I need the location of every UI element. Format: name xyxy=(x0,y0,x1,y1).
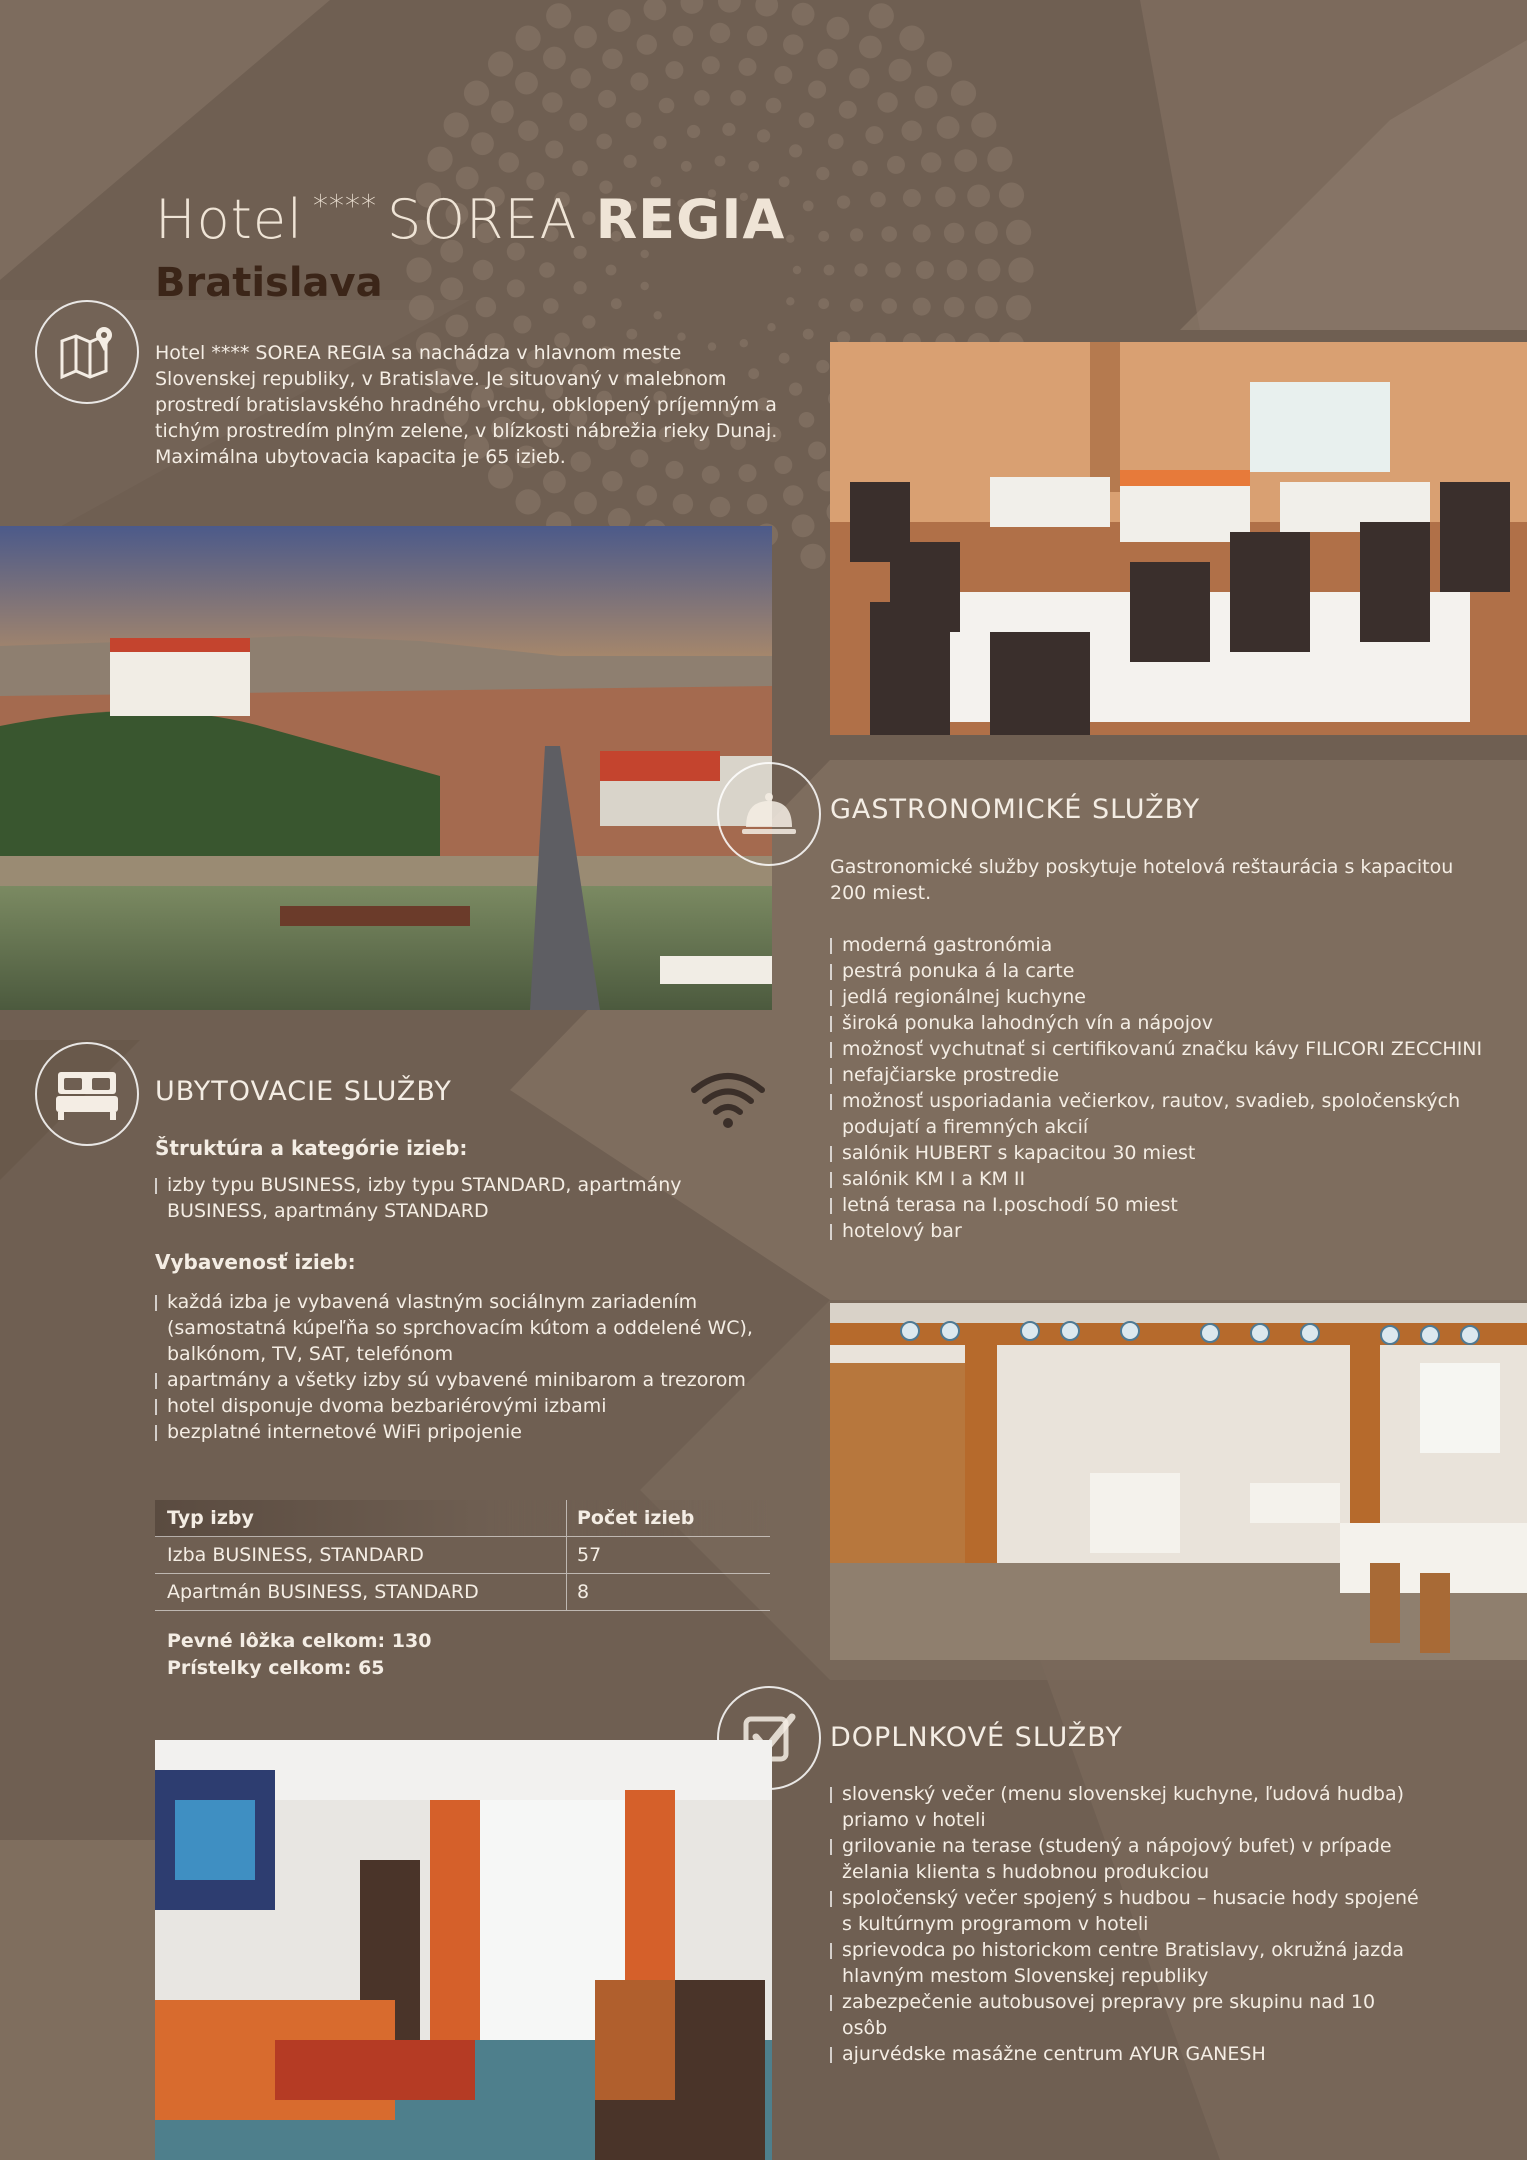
decor-dot xyxy=(978,259,1001,282)
decor-dot xyxy=(774,66,792,84)
decor-dot xyxy=(546,3,571,28)
cloche-icon xyxy=(717,762,821,866)
decor-dot xyxy=(837,196,850,209)
title-prefix: Hotel xyxy=(155,188,304,251)
decor-dot xyxy=(641,282,649,290)
decor-dot xyxy=(921,152,941,172)
decor-dot xyxy=(516,489,541,514)
decor-dot xyxy=(673,26,693,46)
decor-dot xyxy=(624,155,637,168)
decor-dot xyxy=(799,412,815,428)
decor-dot xyxy=(611,298,622,309)
table-cell: 57 xyxy=(577,1544,602,1566)
decor-dot xyxy=(718,0,741,13)
decor-dot xyxy=(710,497,730,517)
extra-services-list xyxy=(830,1781,1420,2067)
decor-dot xyxy=(902,121,922,141)
decor-dot xyxy=(850,299,863,312)
decor-dot xyxy=(654,311,662,319)
list-item: bezplatné internetové WiFi pripojenie xyxy=(155,1419,765,1445)
decor-dot xyxy=(473,260,493,280)
decor-dot xyxy=(937,116,960,139)
decor-dot xyxy=(687,125,700,138)
decor-dot xyxy=(598,90,616,108)
decor-dot xyxy=(637,34,657,54)
decor-dot xyxy=(817,49,837,69)
structure-list xyxy=(155,1172,765,1224)
decor-dot xyxy=(947,260,967,280)
room-photo xyxy=(155,1740,772,2160)
table-header-cell: Typ izby xyxy=(155,1500,567,1536)
decor-dot xyxy=(1006,220,1031,245)
decor-dot xyxy=(409,295,434,320)
list-item: možnosť usporiadania večierkov, rautov, svadieb, spoločenských podujatí a firemných akcií xyxy=(830,1088,1510,1140)
table-cell: Apartmán BUSINESS, STANDARD xyxy=(155,1574,567,1610)
decor-dot xyxy=(730,90,746,106)
decor-dot xyxy=(818,298,829,309)
decor-dot xyxy=(673,494,693,514)
decor-dot xyxy=(870,192,886,208)
decor-dot xyxy=(542,92,562,112)
intro-text: Hotel **** SOREA REGIA sa nachádza v hlavnom meste Slovenskej republiky, v Bratislave. Je situovaný v malebnom prostredí bratislavského hradného vrchu, obklopený príjemným a tichým prostredím plným zelene, v blízkosti nábrežia rieky Dunaj. Maximálna ubytovacia kapacita je 65 izieb. xyxy=(155,342,778,468)
table-row xyxy=(155,1537,770,1574)
decor-dot xyxy=(476,297,496,317)
decor-dot xyxy=(789,383,802,396)
decor-dot xyxy=(935,187,955,207)
decor-dot xyxy=(715,156,726,167)
decor-dot xyxy=(944,297,964,317)
decor-dot xyxy=(1008,257,1033,282)
list-item: každá izba je vybavená vlastným sociálnym zariadením (samostatná kúpeľňa so sprchovacím kútom a oddelené WC), balkónom, TV, SAT, telefónom xyxy=(155,1289,765,1367)
list-item: spoločenský večer spojený s hudbou – husacie hody spojené s kultúrnym programom v hoteli xyxy=(830,1885,1420,1937)
title-stars: **** xyxy=(313,189,378,224)
decor-dot xyxy=(659,98,675,114)
decor-dot xyxy=(608,9,631,32)
decor-dot xyxy=(987,147,1012,172)
list-item: široká ponuka lahodných vín a nápojov xyxy=(830,1010,1510,1036)
decor-dot xyxy=(877,92,897,112)
decor-dot xyxy=(779,176,790,187)
decor-dot xyxy=(722,123,735,136)
extra-services-heading: DOPLNKOVÉ SLUŽBY xyxy=(830,1722,1123,1753)
decor-dot xyxy=(915,86,938,109)
decor-dot xyxy=(572,161,588,177)
page-subtitle: Bratislava xyxy=(155,260,383,306)
extra-beds-total: Prístelky celkom: 65 xyxy=(167,1657,385,1679)
list-item: ajurvédske masážne centrum AYUR GANESH xyxy=(830,2041,1420,2067)
capacity-totals xyxy=(167,1628,431,1682)
decor-dot xyxy=(869,3,894,28)
gastronomy-list xyxy=(830,932,1510,1244)
list-item: sprievodca po historickom centre Bratislavy, okružná jazda hlavným mestom Slovenskej republiky xyxy=(830,1937,1420,1989)
list-item: hotelový bar xyxy=(830,1218,1510,1244)
decor-dot xyxy=(865,126,883,144)
decor-dot xyxy=(803,329,814,340)
decor-dot xyxy=(839,101,857,119)
decor-dot xyxy=(641,250,649,258)
decor-dot xyxy=(975,296,998,319)
decor-dot xyxy=(859,36,882,59)
decor-dot xyxy=(571,68,591,88)
page-title xyxy=(155,188,785,251)
decor-dot xyxy=(440,277,463,300)
room-table xyxy=(155,1500,770,1611)
decor-dot xyxy=(808,81,826,99)
table-cell: Izba BUSINESS, STANDARD xyxy=(155,1537,567,1573)
bratislava-photo xyxy=(0,526,772,1010)
decor-dot xyxy=(518,121,538,141)
decor-dot xyxy=(971,112,996,137)
decor-dot xyxy=(854,263,867,276)
title-bold: REGIA xyxy=(595,188,786,251)
decor-dot xyxy=(499,152,519,172)
decor-dot xyxy=(786,297,794,305)
decor-dot xyxy=(816,360,829,373)
decor-dot xyxy=(881,298,897,314)
decor-dot xyxy=(800,544,825,569)
decor-dot xyxy=(747,494,767,514)
decor-dot xyxy=(767,323,775,331)
list-item: grilovanie na terase (studený a nápojový bufet) v prípade želania klienta s hudobnou produkciou xyxy=(830,1833,1420,1885)
decor-dot xyxy=(626,329,637,340)
decor-dot xyxy=(885,262,901,278)
decor-dot xyxy=(816,167,829,180)
decor-dot xyxy=(665,61,683,79)
list-item: možnosť vychutnať si certifikovanú značku kávy FILICORI ZECCHINI xyxy=(830,1036,1510,1062)
list-item: hotel disponuje dvoma bezbariérovými izbami xyxy=(155,1393,765,1419)
decor-dot xyxy=(967,185,990,208)
decor-dot xyxy=(637,485,657,505)
decor-dot xyxy=(644,0,667,20)
decor-dot xyxy=(903,189,921,207)
decor-dot xyxy=(824,265,835,276)
list-item: letná terasa na I.poschodí 50 miest xyxy=(830,1192,1510,1218)
decor-dot xyxy=(808,442,826,460)
decor-dot xyxy=(792,514,815,537)
decor-dot xyxy=(975,221,998,244)
decor-dot xyxy=(793,266,801,274)
decor-dot xyxy=(596,134,612,150)
decor-dot xyxy=(694,90,710,106)
decor-dot xyxy=(799,112,815,128)
list-item: apartmány a všetky izby sú vybavené minibarom a trezorom xyxy=(155,1367,765,1393)
decor-dot xyxy=(913,298,931,316)
decor-dot xyxy=(887,156,905,174)
bed-icon xyxy=(35,1042,139,1146)
decor-dot xyxy=(446,315,469,338)
decor-dot xyxy=(954,149,977,172)
decor-dot xyxy=(748,161,759,172)
list-item: pestrá ponuka á la carte xyxy=(830,958,1510,984)
decor-dot xyxy=(574,492,597,515)
decor-dot xyxy=(543,298,559,314)
decor-dot xyxy=(1006,295,1031,320)
table-header-cell: Počet izieb xyxy=(577,1507,695,1529)
decor-dot xyxy=(444,112,469,137)
list-item: slovenský večer (menu slovenskej kuchyne, ľudová hudba) priamo v hoteli xyxy=(830,1781,1420,1833)
decor-dot xyxy=(602,49,622,69)
decor-dot xyxy=(488,51,513,76)
decor-dot xyxy=(889,59,912,82)
decor-dot xyxy=(428,147,453,172)
decor-dot xyxy=(491,101,514,124)
decor-dot xyxy=(513,316,531,334)
decor-dot xyxy=(850,228,863,241)
decor-dot xyxy=(766,98,782,114)
decor-dot xyxy=(651,176,662,187)
list-item: jedlá regionálnej kuchyne xyxy=(830,984,1510,1010)
decor-dot xyxy=(944,223,964,243)
decor-dot xyxy=(827,17,850,40)
decor-dot xyxy=(951,81,976,106)
list-item: nefajčiarske prostredie xyxy=(830,1062,1510,1088)
decor-dot xyxy=(881,226,897,242)
decor-dot xyxy=(516,25,541,50)
decor-dot xyxy=(681,161,692,172)
decor-dot xyxy=(899,25,924,50)
decor-dot xyxy=(747,26,767,46)
decor-dot xyxy=(507,279,525,297)
list-item: moderná gastronómia xyxy=(830,932,1510,958)
decor-dot xyxy=(471,132,494,155)
list-item: salónik KM I a KM II xyxy=(830,1166,1510,1192)
decor-dot xyxy=(710,23,730,43)
decor-dot xyxy=(543,47,566,70)
decor-dot xyxy=(803,201,814,212)
decor-dot xyxy=(574,281,587,294)
decor-dot xyxy=(818,231,829,242)
decor-dot xyxy=(606,265,617,276)
decor-dot xyxy=(464,81,489,106)
accommodation-heading: UBYTOVACIE SLUŽBY xyxy=(155,1076,452,1107)
decor-dot xyxy=(574,26,597,49)
decor-dot xyxy=(783,34,803,54)
structure-label: Štruktúra a kategórie izieb: xyxy=(155,1136,468,1160)
restaurant-photo xyxy=(830,342,1527,735)
wifi-icon xyxy=(690,1068,766,1134)
decor-dot xyxy=(582,315,595,328)
table-row xyxy=(155,1574,770,1611)
list-item: zabezpečenie autobusovej prepravy pre skupinu nad 10 osôb xyxy=(830,1989,1420,2041)
decor-dot xyxy=(681,0,704,14)
decor-dot xyxy=(702,56,720,74)
decor-dot xyxy=(755,0,778,16)
decor-dot xyxy=(789,144,802,157)
salon-photo xyxy=(830,1303,1527,1660)
gastronomy-heading: GASTRONOMICKÉ SLUŽBY xyxy=(830,794,1201,825)
decor-dot xyxy=(543,471,566,494)
decor-dot xyxy=(916,261,934,279)
decor-dot xyxy=(792,3,815,26)
decor-dot xyxy=(852,161,868,177)
decor-dot xyxy=(569,113,587,131)
decor-dot xyxy=(456,167,479,190)
decor-dot xyxy=(786,235,794,243)
decor-dot xyxy=(626,112,642,128)
decor-dot xyxy=(653,136,666,149)
beds-total: Pevné lôžka celkom: 130 xyxy=(167,1630,432,1652)
decor-dot xyxy=(539,262,555,278)
decor-dot xyxy=(927,51,952,76)
title-name: SOREA xyxy=(387,188,578,251)
decor-dot xyxy=(739,58,757,76)
list-item: salónik HUBERT s kapacitou 30 miest xyxy=(830,1140,1510,1166)
decor-dot xyxy=(630,73,648,91)
list-item: izby typu BUSINESS, izby typu STANDARD, apartmány BUSINESS, apartmány STANDARD xyxy=(155,1172,765,1224)
decor-dot xyxy=(999,183,1024,208)
decor-dot xyxy=(828,134,844,150)
decor-dot xyxy=(757,129,770,142)
equipment-list xyxy=(155,1289,765,1445)
table-cell: 8 xyxy=(577,1581,590,1603)
decor-dot xyxy=(783,485,803,505)
gastronomy-intro: Gastronomické služby poskytuje hotelová reštaurácia s kapacitou 200 miest. xyxy=(830,856,1454,904)
decor-dot xyxy=(913,224,931,242)
table-header-row xyxy=(155,1500,770,1537)
decor-dot xyxy=(602,471,622,491)
decor-dot xyxy=(545,141,563,159)
equipment-label: Vybavenosť izieb: xyxy=(155,1250,356,1274)
decor-dot xyxy=(515,72,538,95)
map-location-icon xyxy=(35,300,139,404)
decor-dot xyxy=(849,68,869,88)
decor-dot xyxy=(406,257,431,282)
